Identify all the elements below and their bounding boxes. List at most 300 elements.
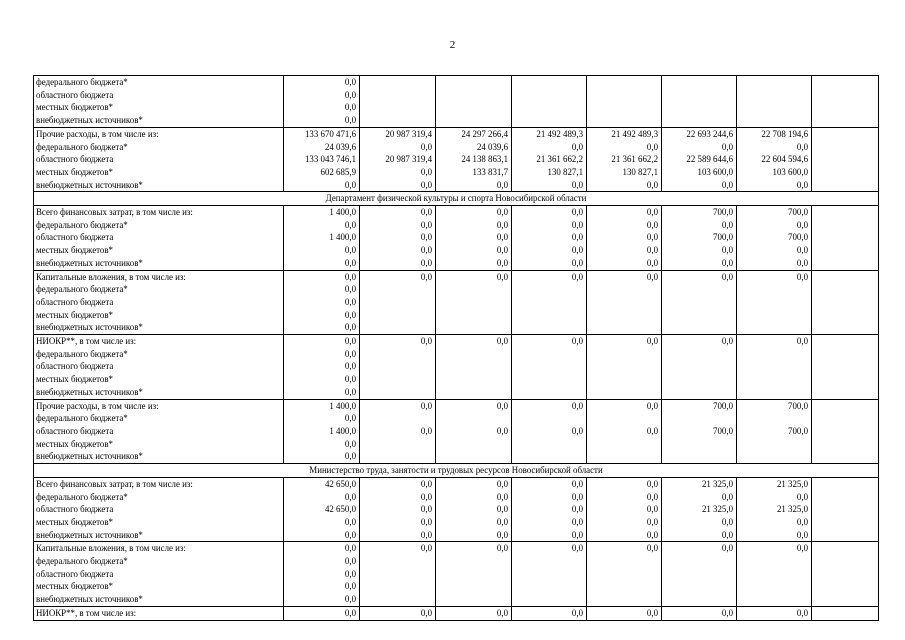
value-cell: 0,0 <box>284 555 360 568</box>
value-cell <box>812 542 879 555</box>
value-cell: 0,0 <box>587 179 662 192</box>
value-cell <box>512 309 587 322</box>
value-cell <box>360 412 436 425</box>
table-row <box>34 386 879 399</box>
value-cell: 0,0 <box>284 179 360 192</box>
value-cell: 0,0 <box>587 606 662 620</box>
value-cell: 0,0 <box>360 270 436 283</box>
value-cell <box>587 438 662 451</box>
row-label: внебюджетных источников* <box>34 529 284 542</box>
row-label: областного бюджета <box>34 503 284 516</box>
value-cell <box>512 593 587 606</box>
value-cell <box>812 477 879 490</box>
table-row <box>34 503 879 516</box>
value-cell <box>360 309 436 322</box>
table-row <box>34 399 879 412</box>
row-label: областного бюджета <box>34 568 284 581</box>
row-label: местных бюджетов* <box>34 438 284 451</box>
value-cell: 0,0 <box>284 360 360 373</box>
value-cell: 0,0 <box>436 491 512 504</box>
value-cell <box>662 101 737 114</box>
value-cell: 0,0 <box>436 516 512 529</box>
value-cell <box>436 89 512 102</box>
value-cell <box>812 529 879 542</box>
value-cell: 24 039,6 <box>436 141 512 154</box>
value-cell <box>812 114 879 127</box>
value-cell: 700,0 <box>737 425 812 438</box>
value-cell <box>512 412 587 425</box>
value-cell <box>436 580 512 593</box>
table-row <box>34 529 879 542</box>
value-cell: 20 987 319,4 <box>360 153 436 166</box>
value-cell <box>662 114 737 127</box>
table-row <box>34 283 879 296</box>
value-cell <box>512 373 587 386</box>
row-label: Капитальные вложения, в том числе из: <box>34 542 284 555</box>
value-cell: 0,0 <box>512 425 587 438</box>
table-row <box>34 244 879 257</box>
value-cell <box>662 386 737 399</box>
value-cell <box>512 321 587 334</box>
value-cell <box>662 309 737 322</box>
value-cell <box>587 386 662 399</box>
value-cell: 0,0 <box>360 231 436 244</box>
value-cell <box>436 568 512 581</box>
value-cell <box>737 296 812 309</box>
value-cell: 0,0 <box>512 231 587 244</box>
value-cell: 0,0 <box>512 477 587 490</box>
value-cell <box>812 101 879 114</box>
value-cell <box>587 373 662 386</box>
value-cell <box>812 360 879 373</box>
value-cell <box>587 309 662 322</box>
table-row <box>34 89 879 102</box>
value-cell: 21 492 489,3 <box>587 127 662 140</box>
value-cell <box>436 555 512 568</box>
row-label: местных бюджетов* <box>34 309 284 322</box>
value-cell <box>662 593 737 606</box>
value-cell: 0,0 <box>512 516 587 529</box>
value-cell <box>436 412 512 425</box>
value-cell <box>512 283 587 296</box>
value-cell <box>737 114 812 127</box>
value-cell: 0,0 <box>737 335 812 348</box>
value-cell: 0,0 <box>587 477 662 490</box>
value-cell: 700,0 <box>662 425 737 438</box>
value-cell: 0,0 <box>436 231 512 244</box>
value-cell <box>360 568 436 581</box>
table-row <box>34 321 879 334</box>
value-cell: 0,0 <box>737 257 812 270</box>
value-cell: 21 325,0 <box>737 477 812 490</box>
value-cell: 103 600,0 <box>662 166 737 179</box>
value-cell <box>436 450 512 463</box>
value-cell: 700,0 <box>662 399 737 412</box>
value-cell <box>436 593 512 606</box>
value-cell: 0,0 <box>587 529 662 542</box>
row-label: областного бюджета <box>34 425 284 438</box>
value-cell: 0,0 <box>587 503 662 516</box>
value-cell: 133 831,7 <box>436 166 512 179</box>
row-label: областного бюджета <box>34 153 284 166</box>
value-cell <box>737 438 812 451</box>
value-cell: 0,0 <box>587 206 662 219</box>
row-label: внебюджетных источников* <box>34 386 284 399</box>
value-cell: 0,0 <box>512 491 587 504</box>
value-cell: 0,0 <box>284 373 360 386</box>
department-header-row <box>34 192 879 206</box>
value-cell: 0,0 <box>512 503 587 516</box>
row-label: областного бюджета <box>34 360 284 373</box>
value-cell: 42 650,0 <box>284 477 360 490</box>
value-cell: 0,0 <box>436 219 512 232</box>
value-cell <box>512 438 587 451</box>
value-cell <box>812 491 879 504</box>
table-row <box>34 438 879 451</box>
page-number: 2 <box>449 39 456 51</box>
value-cell: 20 987 319,4 <box>360 127 436 140</box>
value-cell: 0,0 <box>360 425 436 438</box>
value-cell: 0,0 <box>284 491 360 504</box>
row-label: внебюджетных источников* <box>34 321 284 334</box>
table-row <box>34 166 879 179</box>
value-cell: 130 827,1 <box>587 166 662 179</box>
value-cell: 0,0 <box>662 244 737 257</box>
value-cell <box>812 503 879 516</box>
value-cell: 21 361 662,2 <box>512 153 587 166</box>
value-cell: 0,0 <box>284 270 360 283</box>
value-cell: 0,0 <box>737 219 812 232</box>
value-cell: 0,0 <box>512 244 587 257</box>
value-cell: 0,0 <box>284 309 360 322</box>
value-cell <box>812 296 879 309</box>
table-row <box>34 153 879 166</box>
value-cell <box>512 568 587 581</box>
value-cell: 0,0 <box>284 348 360 361</box>
row-label: областного бюджета <box>34 296 284 309</box>
value-cell: 0,0 <box>512 542 587 555</box>
value-cell <box>360 593 436 606</box>
value-cell: 22 708 194,6 <box>737 127 812 140</box>
value-cell: 133 043 746,1 <box>284 153 360 166</box>
value-cell <box>587 580 662 593</box>
value-cell <box>587 321 662 334</box>
row-label: внебюджетных источников* <box>34 450 284 463</box>
table-row <box>34 450 879 463</box>
value-cell: 0,0 <box>284 89 360 102</box>
value-cell <box>812 166 879 179</box>
value-cell: 0,0 <box>284 568 360 581</box>
table-row <box>34 231 879 244</box>
value-cell: 0,0 <box>587 516 662 529</box>
value-cell <box>812 438 879 451</box>
value-cell <box>812 412 879 425</box>
value-cell <box>512 555 587 568</box>
value-cell <box>662 555 737 568</box>
value-cell <box>436 114 512 127</box>
value-cell: 0,0 <box>512 206 587 219</box>
value-cell: 0,0 <box>587 399 662 412</box>
value-cell <box>512 348 587 361</box>
value-cell <box>587 450 662 463</box>
table-row <box>34 179 879 192</box>
row-label: федерального бюджета* <box>34 491 284 504</box>
value-cell: 0,0 <box>284 606 360 620</box>
value-cell: 0,0 <box>284 219 360 232</box>
value-cell: 24 039,6 <box>284 141 360 154</box>
value-cell: 0,0 <box>360 399 436 412</box>
value-cell: 0,0 <box>587 141 662 154</box>
value-cell: 0,0 <box>284 76 360 89</box>
value-cell <box>436 360 512 373</box>
value-cell: 0,0 <box>512 257 587 270</box>
value-cell <box>360 101 436 114</box>
value-cell <box>662 321 737 334</box>
value-cell <box>812 153 879 166</box>
value-cell <box>587 283 662 296</box>
value-cell: 133 670 471,6 <box>284 127 360 140</box>
table-row <box>34 296 879 309</box>
value-cell <box>812 283 879 296</box>
value-cell <box>662 283 737 296</box>
value-cell <box>737 412 812 425</box>
value-cell <box>436 101 512 114</box>
value-cell: 21 325,0 <box>662 477 737 490</box>
value-cell: 0,0 <box>436 335 512 348</box>
value-cell: 0,0 <box>436 257 512 270</box>
value-cell <box>737 76 812 89</box>
value-cell: 0,0 <box>284 296 360 309</box>
value-cell: 0,0 <box>436 179 512 192</box>
table-row <box>34 568 879 581</box>
value-cell <box>812 89 879 102</box>
value-cell <box>737 568 812 581</box>
value-cell <box>587 412 662 425</box>
value-cell <box>737 101 812 114</box>
table-row <box>34 335 879 348</box>
value-cell: 700,0 <box>737 231 812 244</box>
value-cell: 0,0 <box>587 491 662 504</box>
value-cell: 0,0 <box>284 321 360 334</box>
value-cell <box>737 360 812 373</box>
table-row <box>34 542 879 555</box>
value-cell <box>436 309 512 322</box>
value-cell <box>662 76 737 89</box>
value-cell: 0,0 <box>662 606 737 620</box>
row-label: местных бюджетов* <box>34 580 284 593</box>
value-cell: 0,0 <box>662 219 737 232</box>
value-cell <box>737 450 812 463</box>
value-cell <box>360 76 436 89</box>
value-cell: 0,0 <box>284 244 360 257</box>
table-row <box>34 309 879 322</box>
value-cell <box>737 348 812 361</box>
value-cell: 22 693 244,6 <box>662 127 737 140</box>
value-cell: 0,0 <box>662 270 737 283</box>
value-cell: 0,0 <box>436 503 512 516</box>
value-cell <box>512 450 587 463</box>
value-cell <box>587 296 662 309</box>
table-row <box>34 206 879 219</box>
value-cell <box>812 270 879 283</box>
value-cell: 1 400,0 <box>284 399 360 412</box>
value-cell: 0,0 <box>284 335 360 348</box>
value-cell <box>662 360 737 373</box>
value-cell <box>812 606 879 620</box>
value-cell <box>812 450 879 463</box>
value-cell <box>812 244 879 257</box>
value-cell: 0,0 <box>662 257 737 270</box>
value-cell: 0,0 <box>587 335 662 348</box>
value-cell: 0,0 <box>284 580 360 593</box>
table-row <box>34 127 879 140</box>
value-cell <box>587 348 662 361</box>
value-cell: 0,0 <box>436 425 512 438</box>
value-cell: 0,0 <box>360 166 436 179</box>
value-cell: 42 650,0 <box>284 503 360 516</box>
value-cell <box>587 114 662 127</box>
value-cell <box>737 89 812 102</box>
value-cell: 0,0 <box>436 542 512 555</box>
value-cell: 0,0 <box>587 244 662 257</box>
table-row <box>34 114 879 127</box>
value-cell: 0,0 <box>737 244 812 257</box>
value-cell: 0,0 <box>284 101 360 114</box>
value-cell <box>812 568 879 581</box>
value-cell: 0,0 <box>737 529 812 542</box>
table-row <box>34 101 879 114</box>
row-label: внебюджетных источников* <box>34 179 284 192</box>
value-cell <box>360 283 436 296</box>
value-cell: 0,0 <box>284 516 360 529</box>
value-cell: 0,0 <box>662 491 737 504</box>
budget-table-body <box>34 76 879 621</box>
row-label: федерального бюджета* <box>34 555 284 568</box>
value-cell <box>436 438 512 451</box>
value-cell: 0,0 <box>284 412 360 425</box>
value-cell <box>737 321 812 334</box>
value-cell: 0,0 <box>284 386 360 399</box>
value-cell <box>812 593 879 606</box>
value-cell <box>812 219 879 232</box>
value-cell <box>587 555 662 568</box>
row-label: областного бюджета <box>34 231 284 244</box>
value-cell <box>812 231 879 244</box>
value-cell <box>812 348 879 361</box>
row-label: НИОКР**, в том числе из: <box>34 606 284 620</box>
row-label: федерального бюджета* <box>34 76 284 89</box>
value-cell <box>360 450 436 463</box>
table-row <box>34 141 879 154</box>
value-cell <box>662 348 737 361</box>
value-cell: 0,0 <box>360 244 436 257</box>
table-row <box>34 76 879 89</box>
value-cell <box>512 360 587 373</box>
value-cell: 24 297 266,4 <box>436 127 512 140</box>
value-cell: 0,0 <box>512 606 587 620</box>
value-cell: 0,0 <box>284 257 360 270</box>
value-cell: 700,0 <box>662 231 737 244</box>
value-cell: 0,0 <box>360 206 436 219</box>
table-row <box>34 580 879 593</box>
value-cell: 21 361 662,2 <box>587 153 662 166</box>
table-row <box>34 412 879 425</box>
value-cell: 0,0 <box>360 491 436 504</box>
value-cell <box>737 283 812 296</box>
value-cell: 130 827,1 <box>512 166 587 179</box>
row-label: Всего финансовых затрат, в том числе из: <box>34 206 284 219</box>
table-row <box>34 593 879 606</box>
value-cell: 0,0 <box>360 503 436 516</box>
value-cell: 0,0 <box>360 542 436 555</box>
value-cell: 0,0 <box>587 425 662 438</box>
row-label: Прочие расходы, в том числе из: <box>34 399 284 412</box>
value-cell <box>360 348 436 361</box>
value-cell <box>512 114 587 127</box>
value-cell <box>512 296 587 309</box>
department-header-row <box>34 464 879 478</box>
value-cell <box>737 386 812 399</box>
value-cell: 21 325,0 <box>662 503 737 516</box>
value-cell: 0,0 <box>737 491 812 504</box>
value-cell <box>436 373 512 386</box>
value-cell: 0,0 <box>737 179 812 192</box>
value-cell <box>812 257 879 270</box>
value-cell: 1 400,0 <box>284 231 360 244</box>
value-cell: 0,0 <box>512 270 587 283</box>
budget-table <box>33 75 879 621</box>
value-cell: 700,0 <box>737 206 812 219</box>
value-cell <box>662 412 737 425</box>
value-cell <box>360 555 436 568</box>
value-cell: 0,0 <box>436 606 512 620</box>
value-cell <box>662 438 737 451</box>
value-cell <box>812 179 879 192</box>
value-cell <box>587 76 662 89</box>
table-row <box>34 219 879 232</box>
row-label: местных бюджетов* <box>34 101 284 114</box>
table-row <box>34 425 879 438</box>
value-cell: 0,0 <box>737 516 812 529</box>
value-cell <box>436 296 512 309</box>
value-cell: 0,0 <box>284 114 360 127</box>
row-label: местных бюджетов* <box>34 244 284 257</box>
value-cell <box>737 580 812 593</box>
row-label: областного бюджета <box>34 89 284 102</box>
value-cell: 0,0 <box>436 399 512 412</box>
table-row <box>34 606 879 620</box>
value-cell: 0,0 <box>587 219 662 232</box>
value-cell: 0,0 <box>284 593 360 606</box>
value-cell <box>662 89 737 102</box>
value-cell <box>587 568 662 581</box>
row-label: Капитальные вложения, в том числе из: <box>34 270 284 283</box>
table-row <box>34 491 879 504</box>
value-cell <box>360 373 436 386</box>
row-label: НИОКР**, в том числе из: <box>34 335 284 348</box>
value-cell: 0,0 <box>737 270 812 283</box>
value-cell: 0,0 <box>360 141 436 154</box>
value-cell <box>360 296 436 309</box>
value-cell <box>587 593 662 606</box>
value-cell: 0,0 <box>587 542 662 555</box>
value-cell: 0,0 <box>360 477 436 490</box>
value-cell <box>812 76 879 89</box>
value-cell <box>662 373 737 386</box>
value-cell <box>812 321 879 334</box>
row-label: внебюджетных источников* <box>34 257 284 270</box>
row-label: Прочие расходы, в том числе из: <box>34 127 284 140</box>
